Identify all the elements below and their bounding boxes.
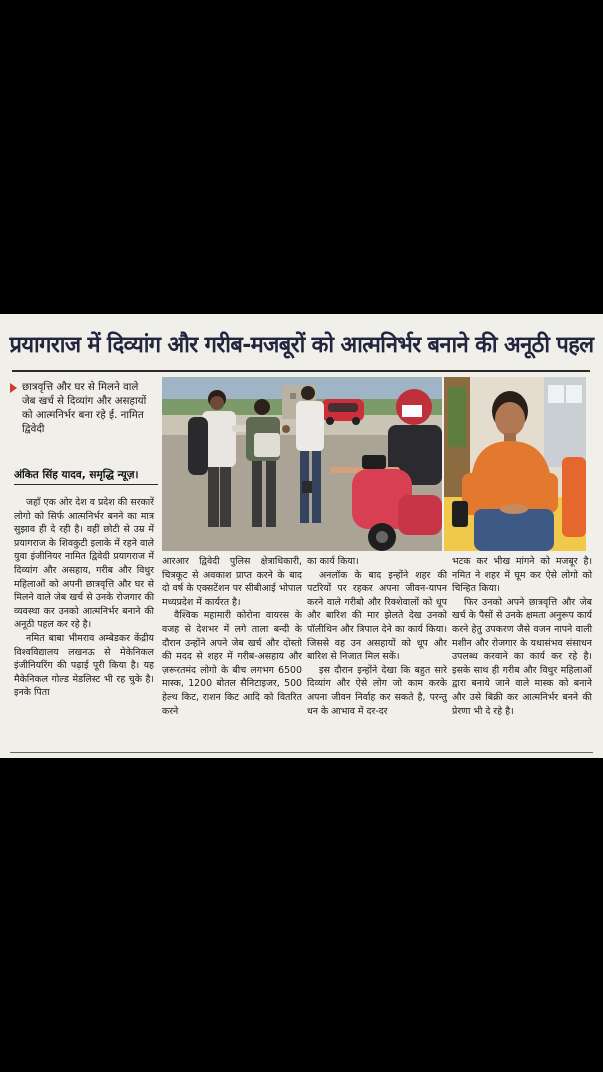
- lead-text: छात्रवृत्ति और घर से मिलने वाले जेब खर्च से दिव्यांग और असहायों को आत्मनिर्भर बना रहे ई. नामित द्विवेदी: [22, 381, 147, 435]
- byline: अंकित सिंह यादव, समृद्धि न्यूज़।: [14, 469, 139, 481]
- paragraph: नमित बाबा भीमराव अम्बेडकर केंद्रीय विश्वविद्यालय लखनऊ से मेकेनिकल इंजीनियरिंग की पढ़ाई पूरी किया है। यह मैकेनिकल गोल्ड मेडलिस्ट भी रह चुके है। इनके पिता: [14, 632, 154, 699]
- byline-rule: [14, 484, 158, 485]
- street-scene-illustration: [162, 377, 442, 551]
- newspaper-clipping: [0, 314, 603, 758]
- paragraph: भटक कर भीख मांगने को मजबूर है। नमित ने शहर में घूम कर ऐसे लोगो को चिन्हित किया।: [452, 556, 592, 595]
- article-column-2: [162, 555, 302, 718]
- headline-rule: [12, 370, 590, 372]
- lead-summary: [22, 380, 154, 436]
- paragraph: इस दौरान इन्होंने देखा कि बहुत सारे दिव्यांग और ऐसे लोग जो काम करके अपना जीवन निर्वाह कर सकते है, परन्तु धन के आभाव में दर-दर: [307, 664, 447, 717]
- photo-street-distribution: [162, 377, 442, 551]
- paragraph: वैश्विक महामारी कोरोना वायरस के वजह से देशभर में लगे ताला बन्दी के दौरान उन्होंने अपने जेब खर्च और दोस्तो की मदद से शहर में गरीब-असहाय और ज़रूरतमंद लोगो के बीच लगभग 6500 मास्क, 1200 बोतल सैनिटाइजर, 500 हेल्थ किट, राशन किट आदि को वितरित करने: [162, 610, 302, 717]
- photo-portrait: [444, 377, 586, 551]
- paragraph: फिर उनको अपने छात्रवृत्ति और जेब खर्च के पैसों से उनके क्षमता अनुरूप कार्य करने हेतु उपकरण जैसे वजन नापने वाली मशीन और रोजगार के यथासंभव संसाधन उपलब्ध करवाने का कार्य कर रहे है। इसके साथ ही गरीब और विधुर महिलाओं द्वारा बनाये जाने वाले मास्क को बनाने और उसे बिक्री कर आत्मनिर्भर बनने की प्रेरणा भी दे रहे है।: [452, 596, 592, 717]
- headline: प्रयागराज में दिव्यांग और गरीब-मजबूरों को आत्मनिर्भर बनाने की अनूठी पहल: [9, 331, 594, 358]
- article-column-3: [307, 555, 447, 718]
- paragraph: आरआर द्विवेदी पुलिस क्षेत्राधिकारी, चित्रकूट से अवकाश प्राप्त करने के बाद दो वर्ष के एक्सटेंशन पर सीबीआई भोपाल मध्यप्रदेश में कार्यरत है।: [162, 556, 302, 608]
- portrait-illustration: [444, 377, 586, 551]
- paragraph: जहाँ एक ओर देश व प्रदेश की सरकारें लोगो को सिर्फ आत्मनिर्भर बनने का मात्र सुझाव ही दे रही है। वहीं छोटी से उम्र में प्रयागराज के शिवकुटी इलाके में रहने वाले युवा इंजीनियर नामित द्विवेदी प्रयागराज में दिव्यांग और असहाय, गरीब और विधुर महिलाओं को अपनी छात्रवृत्ति और घर से मिलने वाले जेब खर्च से उनके रोजगार की व्यवस्था कर उनको आत्मनिर्भर बनाने की अनूठी पहल कर रहे है।: [14, 497, 154, 631]
- paragraph: का कार्य किया।: [307, 556, 359, 567]
- paragraph: अनलॉक के बाद इन्होंने शहर की पटरियों पर रहकर अपना जीवन-यापन करने वाले गरीबो और रिक्शेवालों को धूप और बारिश की मार झेलते देख उनको पॉलीथिन और त्रिपाल देने का कार्य किया। जिससे वह उन असहायों को धूप और बारिश से निजात मिल सकें।: [307, 569, 447, 663]
- bottom-rule: [10, 752, 593, 753]
- red-triangle-bullet-icon: [10, 383, 17, 393]
- article-column-1: [14, 496, 154, 700]
- article-column-4: [452, 555, 592, 718]
